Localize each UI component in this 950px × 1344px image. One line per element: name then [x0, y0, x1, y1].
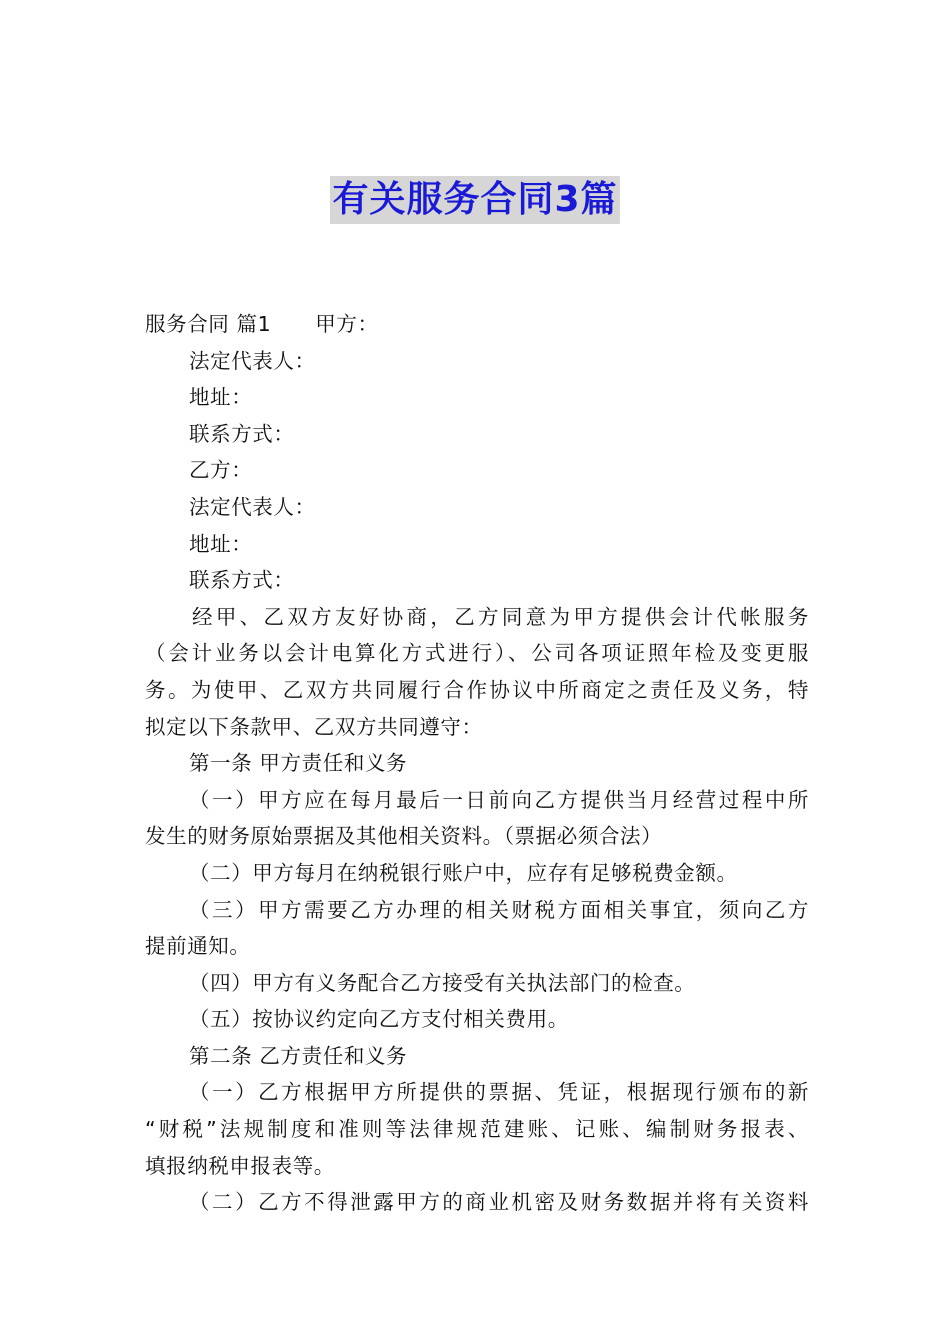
party-a-representative: 法定代表人：: [189, 348, 316, 373]
section-label: 服务合同 篇1: [145, 312, 272, 336]
paragraph-line: 经甲、乙双方友好协商，乙方同意为甲方提供会计代帐服务: [192, 604, 809, 629]
document-title: 有关服务合同3篇: [330, 176, 619, 224]
title-block: [0, 176, 950, 224]
clause-line: （一）乙方根据甲方所提供的票据、凭证，根据现行颁布的新: [189, 1080, 809, 1105]
clause-line: 提前通知。: [145, 934, 251, 959]
clause-line: “财税”法规制度和准则等法律规范建账、记账、编制财务报表、: [145, 1117, 809, 1142]
document-body: [145, 306, 809, 1221]
clause-line: 填报纳税申报表等。: [145, 1153, 335, 1178]
clause-line: （三）甲方需要乙方办理的相关财税方面相关事宜，须向乙方: [189, 897, 809, 922]
party-b-representative: 法定代表人：: [189, 494, 316, 519]
article-heading: 第二条 乙方责任和义务: [189, 1043, 408, 1068]
party-a-label: 甲方：: [315, 312, 379, 336]
paragraph-line: 拟定以下条款甲、乙双方共同遵守：: [145, 714, 483, 739]
clause-line: 发生的财务原始票据及其他相关资料。（票据必须合法）: [145, 824, 663, 849]
paragraph-line: （会计业务以会计电算化方式进行）、公司各项证照年检及变更服: [145, 641, 809, 666]
clause-line: （一）甲方应在每月最后一日前向乙方提供当月经营过程中所: [189, 787, 809, 812]
clause-line: （二）乙方不得泄露甲方的商业机密及财务数据并将有关资料: [189, 1190, 809, 1215]
party-b-contact: 联系方式：: [189, 568, 295, 593]
party-a-contact: 联系方式：: [189, 421, 295, 446]
party-a-address: 地址：: [189, 385, 253, 410]
clause-line: （二）甲方每月在纳税银行账户中，应存有足够税费金额。: [189, 860, 738, 885]
paragraph-line: 务。为使甲、乙双方共同履行合作协议中所商定之责任及义务，特: [145, 677, 809, 702]
clause-line: （五）按协议约定向乙方支付相关费用。: [189, 1007, 569, 1032]
article-heading: 第一条 甲方责任和义务: [189, 751, 408, 776]
party-b-label: 乙方：: [189, 458, 253, 483]
party-b-address: 地址：: [189, 531, 253, 556]
clause-line: （四）甲方有义务配合乙方接受有关执法部门的检查。: [189, 970, 696, 995]
section-header-line: [145, 306, 809, 343]
